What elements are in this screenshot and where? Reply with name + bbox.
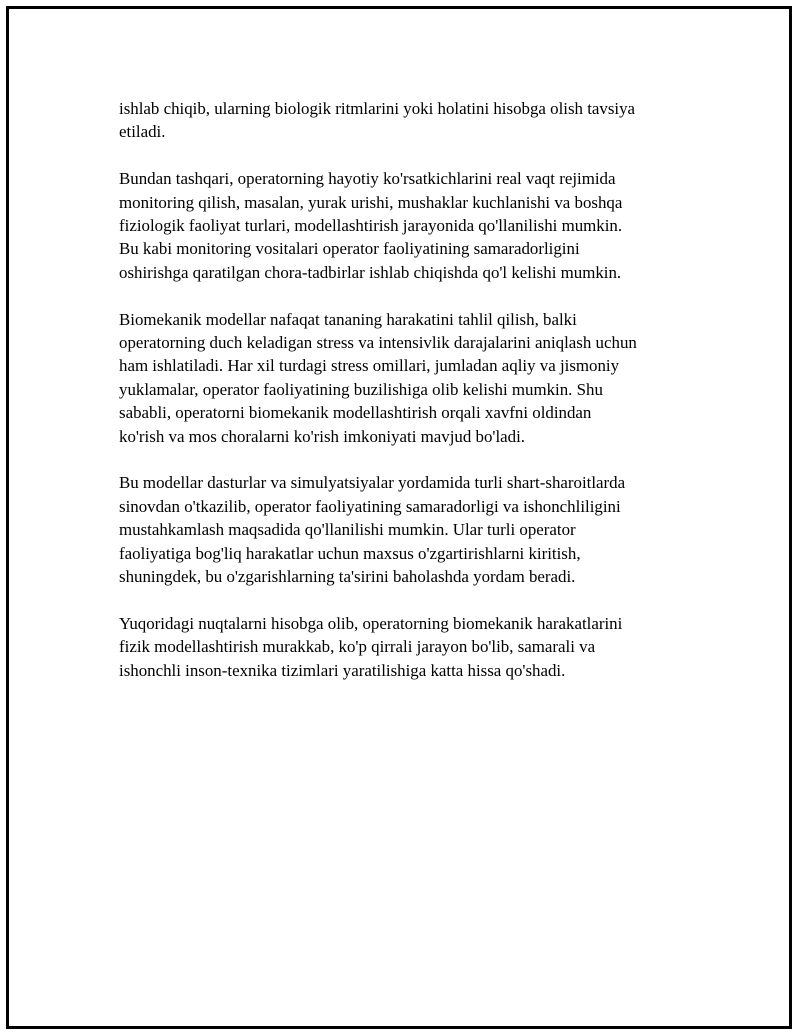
paragraph-2: Bundan tashqari, operatorning hayotiy ko'rsatkichlarini real vaqt rejimida monitoring qilish, masalan, yurak urishi, mushaklar kuchlanishi va boshqa fiziologik faoliyat turlari, modellashtirish jarayonida qo'llanilishi mumkin. Bu kabi monitoring vositalari operator faoliyatining samaradorligini oshirishga qaratilgan chora-tadbirlar ishlab chiqishda qo'l kelishi mumkin. [119, 169, 623, 282]
paragraph-1: ishlab chiqib, ularning biologik ritmlarini yoki holatini hisobga olish tavsiya etiladi. [119, 99, 636, 142]
page-border [6, 6, 792, 1029]
paragraph-4: Bu modellar dasturlar va simulyatsiyalar yordamida turli shart-sharoitlarda sinovdan o'tkazilib, operator faoliyatining samaradorligi va ishonchliligini mustahkamlash maqsadida qo'llanilishi mumkin. Ular turli operator faoliyatiga bog'liq harakatlar uchun maxsus o'zgartirishlarni kiritish, shuningdek, bu o'zgarishlarning ta'sirini baholashda yordam beradi. [119, 473, 626, 587]
document-body [119, 97, 699, 705]
paragraph-5: Yuqoridagi nuqtalarni hisobga olib, operatorning biomekanik harakatlarini fizik modellashtirish murakkab, ko'p qirrali jarayon bo'lib, samarali va ishonchli inson-texnika tizimlari yaratilishiga katta hissa qo'shadi. [119, 613, 623, 680]
paragraph-3: Biomekanik modellar nafaqat tananing harakatini tahlil qilish, balki operatorning duch keladigan stress va intensivlik darajalarini aniqlash uchun ham ishlatiladi. Har xil turdagi stress omillari, jumladan aqliy va jismoniy yuklamalar, operator faoliyatining buzilishiga olib kelishi mumkin. Shu sababli, operatorni biomekanik modellashtirish orqali xavfni oldindan ko'rish va mos choralarni ko'rish imkoniyati mavjud bo'ladi. [119, 309, 637, 446]
